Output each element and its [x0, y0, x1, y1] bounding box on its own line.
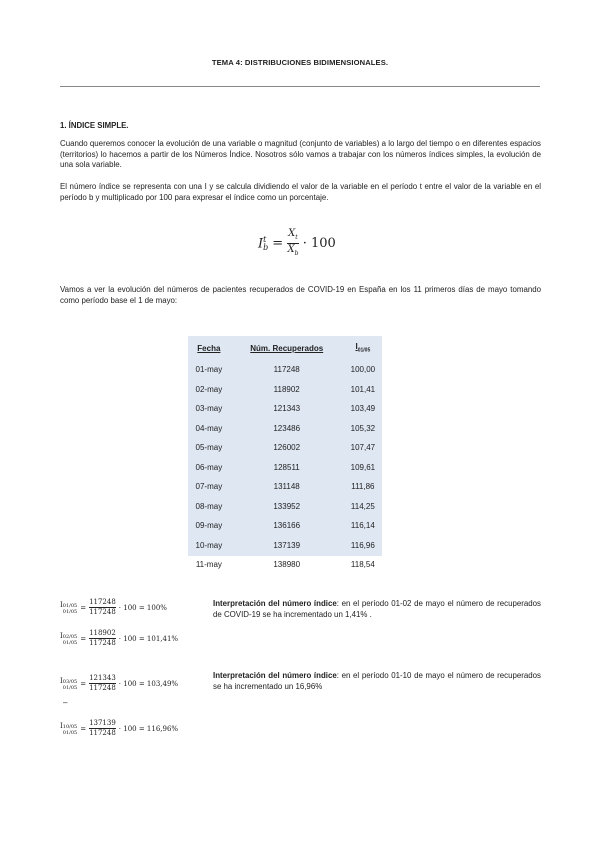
interpretation-2: Interpretación del número índice: en el período 01-10 de mayo el número de recuperados se ha incrementado un 16,96%: [213, 671, 541, 691]
example-formula-1: I 01/05 01/05 = $\frac{117248}{117248}$ · 100 = 100%: [60, 598, 167, 616]
header-divider: [60, 86, 540, 87]
interpretation-1: Interpretación del número índice: en el período 01-02 de mayo el número de recuperados de COVID-19 se ha incrementado un 1,41% .: [213, 599, 541, 619]
table-row: [188, 458, 382, 478]
cell-index: 105,32: [350, 423, 376, 433]
cell-index: 111,86: [351, 482, 375, 492]
table-row: [188, 360, 382, 380]
cell-date: 05-may: [195, 443, 223, 453]
table-row: [188, 399, 382, 419]
cell-index: 116,96: [350, 540, 375, 550]
formula-lhs: I t b: [258, 234, 269, 252]
example-formula-2: I 02/05 01/05 = $\frac{118902}{117248}$ · 100 = 101,41%: [60, 629, 179, 647]
section-heading: 1. ÍNDICE SIMPLE.: [60, 121, 129, 130]
cell-recovered: 137139: [273, 540, 301, 550]
table-row: [188, 419, 382, 439]
cell-recovered: 121343: [273, 404, 301, 414]
cell-date: 09-may: [195, 521, 223, 531]
cell-index: 116,14: [350, 521, 375, 531]
page-title: TEMA 4: DISTRIBUCIONES BIDIMENSIONALES.: [211, 58, 389, 67]
stray-dash: –: [63, 698, 68, 707]
cell-date: 07-may: [195, 482, 223, 492]
cell-date: 11-may: [195, 560, 222, 570]
cell-index: 118,54: [350, 560, 375, 570]
cell-index: 107,47: [350, 443, 376, 453]
col-header-date: Fecha: [197, 343, 221, 353]
cell-recovered: 133952: [273, 501, 301, 511]
cell-recovered: 136166: [273, 521, 301, 531]
cell-index: 109,61: [350, 462, 376, 472]
recovered-table: [188, 336, 382, 570]
cell-recovered: 126002: [273, 443, 301, 453]
cell-date: 02-may: [195, 384, 223, 394]
table-row: [188, 497, 382, 517]
cell-recovered: 123486: [273, 423, 301, 433]
index-formula: [258, 228, 336, 259]
formula-rest: · 100: [302, 236, 336, 251]
paragraph-example: Vamos a ver la evolución del números de pacientes recuperados de COVID-19 en España en los 11 primeros días de mayo tomando como período base el 1 de mayo:: [60, 285, 541, 305]
formula-fraction: $\frac{X_t}{X_b}$: [287, 228, 299, 257]
cell-date: 03-may: [195, 404, 223, 414]
cell-recovered: 131148: [273, 482, 300, 492]
table-row: [188, 380, 382, 400]
cell-date: 08-may: [195, 501, 223, 511]
cell-date: 04-may: [195, 423, 223, 433]
cell-recovered: 138980: [273, 560, 301, 570]
cell-recovered: 128511: [273, 462, 300, 472]
col-header-recovered: Núm. Recuperados: [250, 343, 324, 353]
formula-equals: =: [272, 236, 284, 251]
paragraph-intro: Cuando queremos conocer la evolución de una variable o magnitud (conjunto de variables) a lo largo del tiempo o en diferentes espacios (territorios) lo hacemos a partir de los Números Índice. Nosotros sólo vamos a trabajar con los números índices simples, la evolución de una sola variable.: [60, 139, 541, 170]
cell-index: 101,41: [350, 384, 376, 394]
table-row: [188, 516, 382, 536]
table-row: [188, 438, 382, 458]
table-row: [188, 477, 382, 497]
cell-recovered: 117248: [273, 365, 300, 375]
cell-index: 100,00: [350, 365, 376, 375]
cell-date: 06-may: [195, 462, 223, 472]
cell-date: 01-may: [195, 365, 223, 375]
paragraph-definition: El número índice se representa con una I y se calcula dividiendo el valor de la variable en el período t entre el valor de la variable en el período b y multiplicado por 100 para expresar el índice como un porcentaje.: [60, 182, 541, 202]
cell-index: 103,49: [350, 404, 376, 414]
cell-index: 114,25: [350, 501, 375, 511]
table-row: [188, 555, 382, 575]
cell-recovered: 118902: [273, 384, 300, 394]
example-formula-4: I 10/05 01/05 = $\frac{137139}{117248}$ · 100 = 116,96%: [60, 719, 179, 737]
cell-date: 10-may: [195, 540, 223, 550]
col-header-index: $I_{01/05}$: [355, 342, 371, 354]
table-row: [188, 536, 382, 556]
example-formula-3: I 03/05 01/05 = $\frac{121343}{117248}$ · 100 = 103,49%: [60, 674, 179, 692]
